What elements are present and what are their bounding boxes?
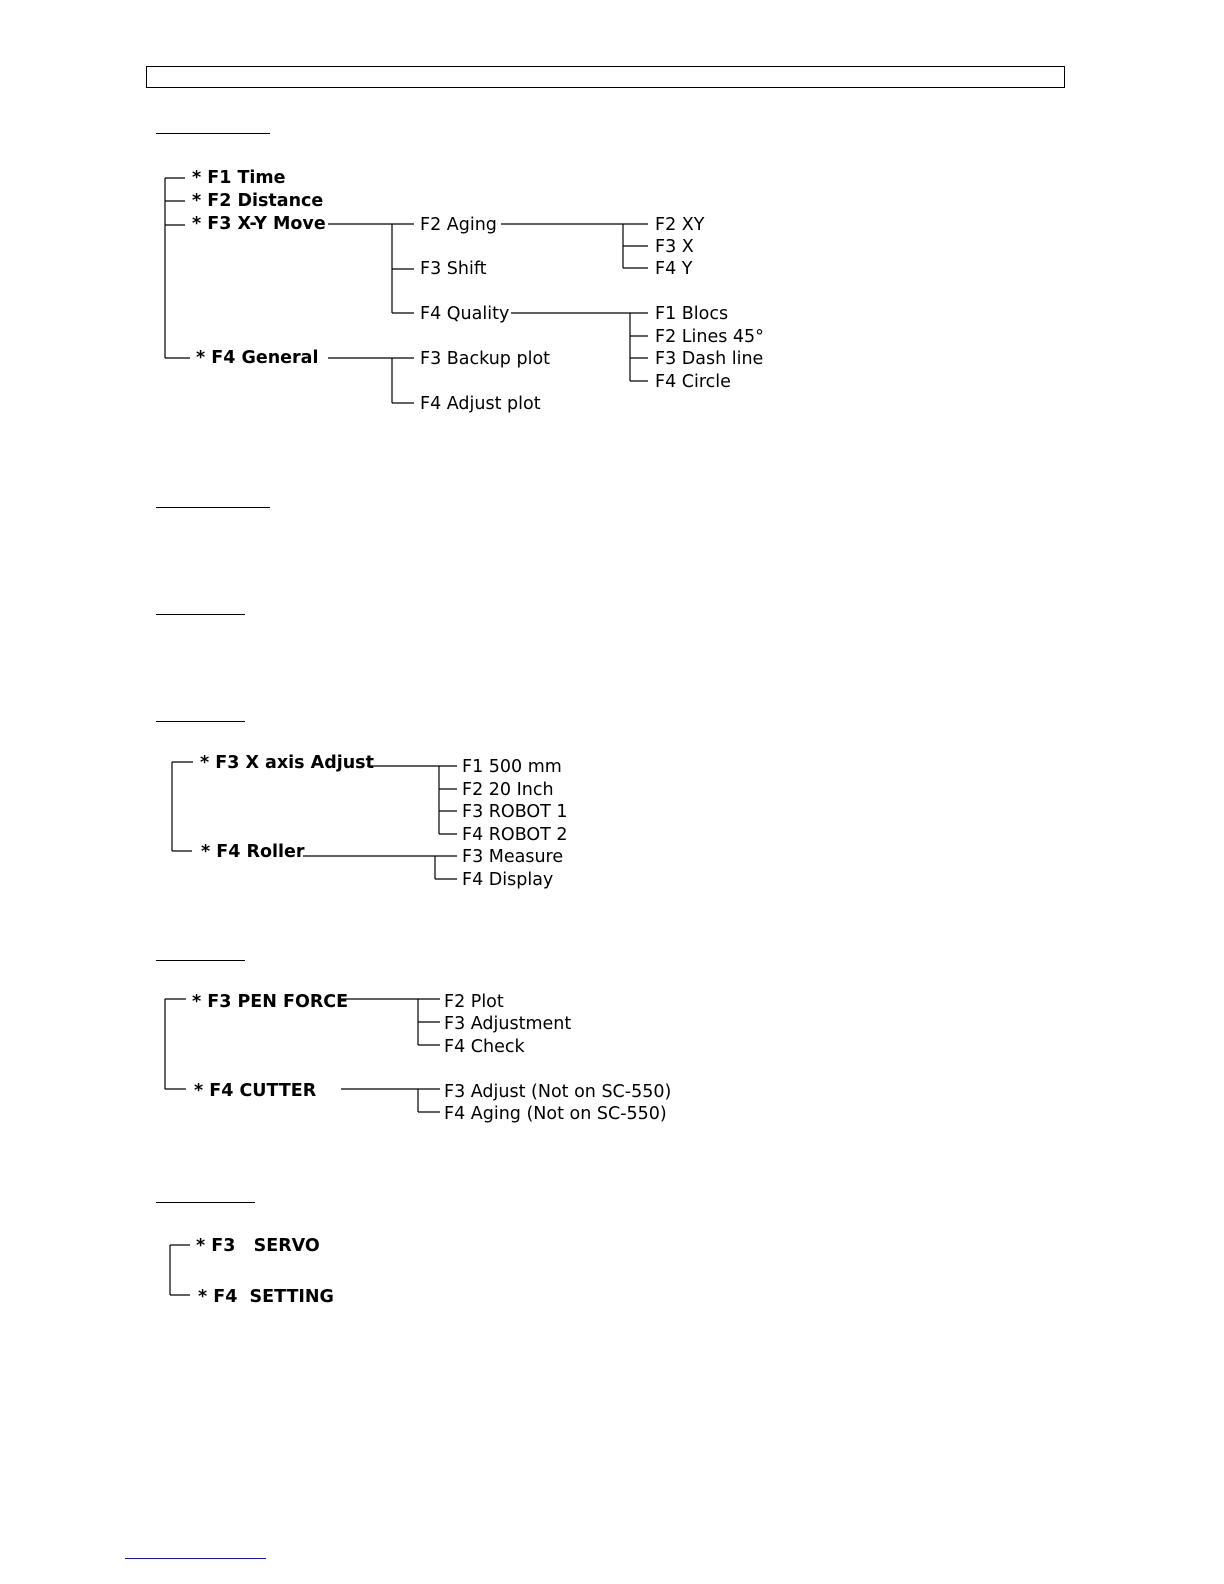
- node-quality-f1-blocs: F1 Blocs: [655, 304, 729, 324]
- node-f3-pen-force: * F3 PEN FORCE: [192, 992, 349, 1012]
- node-f3-robot1: F3 ROBOT 1: [462, 802, 568, 822]
- node-f2-distance: * F2 Distance: [192, 191, 324, 211]
- tree-section-5: [165, 992, 671, 1124]
- tree-section-1: [165, 168, 764, 414]
- node-f4-roller: * F4 Roller: [201, 842, 305, 862]
- node-f4-display: F4 Display: [462, 870, 554, 890]
- node-f4-aging-not-sc550: F4 Aging (Not on SC-550): [444, 1104, 667, 1124]
- node-f4-quality: F4 Quality: [420, 304, 510, 324]
- connector-lines: [165, 178, 648, 403]
- node-f4-robot2: F4 ROBOT 2: [462, 825, 568, 845]
- node-quality-f2-lines45: F2 Lines 45°: [655, 327, 764, 347]
- node-f3-measure: F3 Measure: [462, 847, 564, 867]
- tree-section-4: [172, 753, 568, 890]
- node-f3-adjustment: F3 Adjustment: [444, 1014, 572, 1034]
- node-quality-f4-circle: F4 Circle: [655, 372, 731, 392]
- node-f3-backup-plot: F3 Backup plot: [420, 349, 551, 369]
- node-f3-servo: * F3 SERVO: [196, 1236, 320, 1256]
- node-f3-xy-move: * F3 X-Y Move: [192, 214, 326, 234]
- node-f3-x-axis-adjust: * F3 X axis Adjust: [200, 753, 374, 773]
- node-f4-cutter: * F4 CUTTER: [194, 1081, 317, 1101]
- node-f4-adjust-plot: F4 Adjust plot: [420, 394, 541, 414]
- node-aging-f3-x: F3 X: [655, 237, 694, 257]
- node-aging-f4-y: F4 Y: [655, 259, 693, 279]
- tree-section-6: [170, 1236, 334, 1307]
- node-quality-f3-dash-line: F3 Dash line: [655, 349, 764, 369]
- node-f3-shift: F3 Shift: [420, 259, 487, 279]
- node-f2-aging: F2 Aging: [420, 215, 497, 235]
- node-f3-adjust-not-sc550: F3 Adjust (Not on SC-550): [444, 1082, 672, 1102]
- node-f4-general: * F4 General: [196, 348, 319, 368]
- connector-lines: [170, 1245, 190, 1295]
- node-aging-f2-xy: F2 XY: [655, 215, 705, 235]
- node-f2-20inch: F2 20 Inch: [462, 780, 554, 800]
- node-f4-setting: * F4 SETTING: [198, 1287, 334, 1307]
- node-f1-time: * F1 Time: [192, 168, 286, 188]
- node-f1-500mm: F1 500 mm: [462, 757, 562, 777]
- node-f4-check: F4 Check: [444, 1037, 525, 1057]
- node-f2-plot: F2 Plot: [444, 992, 504, 1012]
